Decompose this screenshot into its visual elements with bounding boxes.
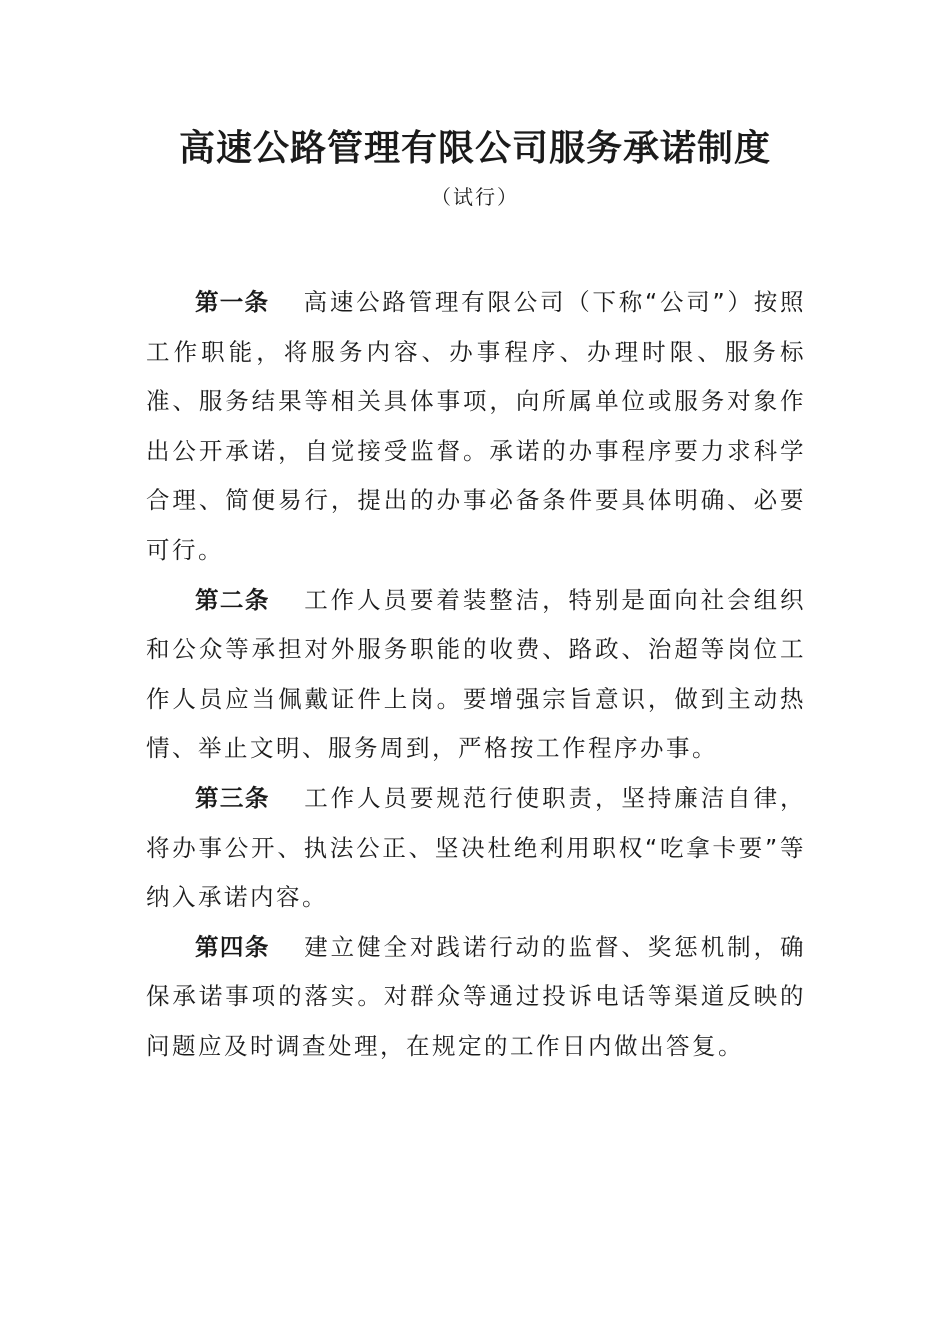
document-subtitle: （试行）	[431, 185, 519, 209]
article-3	[146, 774, 806, 923]
article-number: 第三条	[195, 783, 270, 812]
articles-body	[146, 278, 806, 1072]
article-text: 工作人员要着装整洁，特别是面向社会组织和公众等承担对外服务职能的收费、路政、治超等岗位工作人员应当佩戴证件上岗。要增强宗旨意识，做到主动热情、举止文明、服务周到，严格按工作程序办事。	[146, 585, 807, 763]
article-text: 工作人员要规范行使职责，坚持廉洁自律，将办事公开、执法公正、坚决杜绝利用职权“吃拿卡要”等纳入承诺内容。	[146, 783, 807, 912]
article-text: 高速公路管理有限公司（下称“公司”）按照工作职能，将服务内容、办事程序、办理时限、服务标准、服务结果等相关具体事项，向所属单位或服务对象作出公开承诺，自觉接受监督。承诺的办事程序要力求科学合理、简便易行，提出的办事必备条件要具体明确、必要可行。	[146, 288, 807, 564]
article-1	[146, 278, 806, 576]
article-number: 第一条	[195, 288, 270, 316]
article-2	[146, 576, 806, 774]
article-number: 第四条	[195, 932, 270, 961]
article-text: 建立健全对践诺行动的监督、奖惩机制，确保承诺事项的落实。对群众等通过投诉电话等渠道反映的问题应及时调查处理，在规定的工作日内做出答复。	[146, 932, 807, 1060]
article-number: 第二条	[195, 585, 270, 614]
document-title: 高速公路管理有限公司服务承诺制度	[178, 127, 771, 169]
article-4	[146, 923, 806, 1072]
